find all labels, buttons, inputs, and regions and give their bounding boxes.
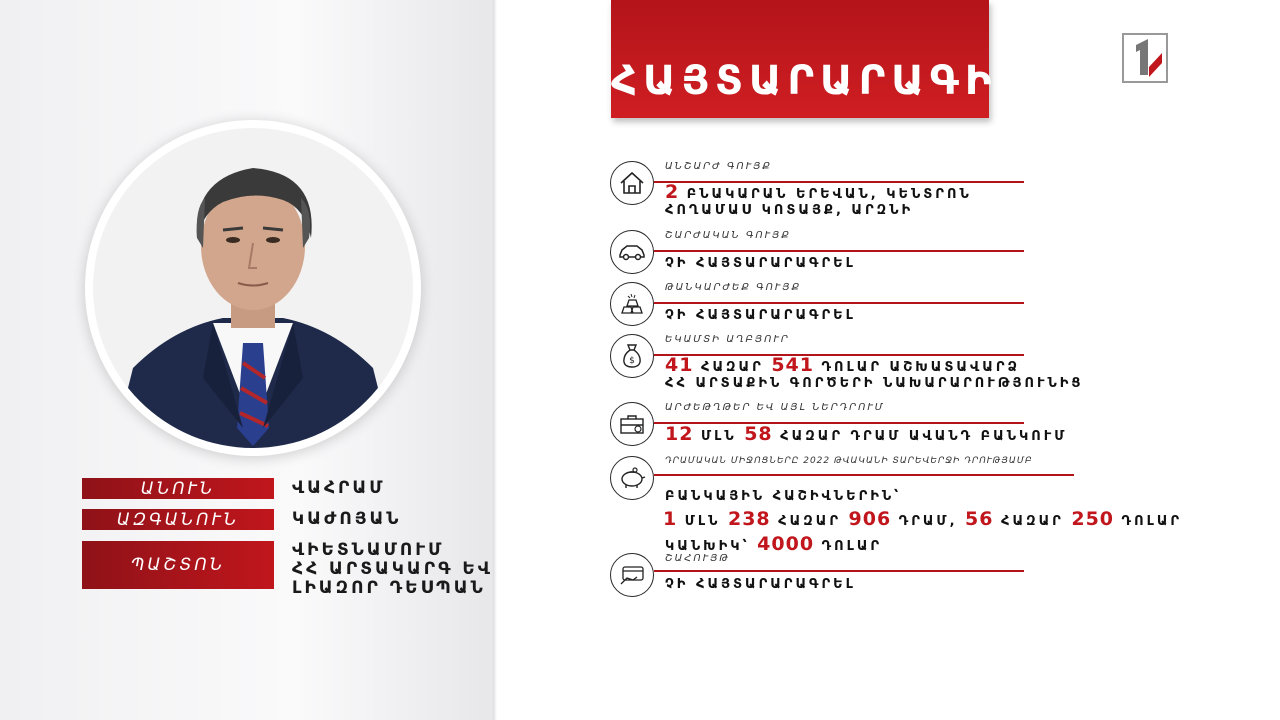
- item-number: 56: [965, 508, 994, 530]
- item-number: 906: [848, 508, 892, 530]
- name-row: [82, 478, 385, 499]
- position-row: [82, 541, 493, 598]
- item-text: ԴՐԱՄ,: [891, 514, 966, 529]
- piggy-bank-icon: [610, 456, 654, 500]
- name-value: ՎԱՀՐԱՄ: [292, 478, 386, 498]
- surname-value: ԿԱԺՈՅԱՆ: [292, 509, 402, 529]
- item-number: 58: [744, 423, 773, 445]
- item-body: [665, 486, 1184, 558]
- item-text: ՀՈՂԱՄԱՍ ԿՈՏԱՅՔ, ԱՐԶՆԻ: [665, 203, 914, 218]
- item-number: 41: [665, 354, 694, 376]
- portrait-photo: [93, 128, 413, 448]
- house-icon: [610, 161, 654, 205]
- page-title: ՀԱՅՏԱՐԱՐԱԳԻՐ: [611, 58, 1031, 104]
- item-text: ՀԱԶԱՐ ԴՐԱՄ ԱՎԱՆԴ ԲԱՆԿՈՒՄ: [772, 429, 1068, 444]
- item-body: [665, 423, 1068, 445]
- item-text: ԴՈԼԱՐ: [814, 539, 883, 554]
- position-line: ՀՀ ԱՐՏԱԿԱՐԳ ԵՎ: [292, 559, 493, 579]
- position-label: ՊԱՇՏՈՆ: [82, 541, 274, 589]
- item-text: ԴՈԼԱՐ: [1114, 514, 1183, 529]
- item-number: 541: [771, 354, 814, 376]
- item-underline: [654, 354, 1024, 356]
- gold-bars-icon: [610, 282, 654, 326]
- item-text: ՀԱԶԱՐ: [770, 514, 849, 529]
- channel-logo-icon: [1122, 33, 1168, 83]
- item-body: [665, 354, 1084, 392]
- item-underline: [654, 181, 1024, 183]
- item-number: 250: [1071, 508, 1115, 530]
- item-number: 1: [663, 508, 678, 530]
- item-text: ՄԼՆ: [693, 429, 745, 444]
- surname-row: [82, 509, 401, 530]
- item-number: 2: [665, 181, 680, 203]
- svg-text:$: $: [629, 356, 635, 366]
- item-underline: [654, 422, 1024, 424]
- briefcase-icon: [610, 402, 654, 446]
- position-value: [292, 541, 493, 598]
- panel-divider: [493, 0, 497, 720]
- item-body: ՉԻ ՀԱՅՏԱՐԱՐԱԳՐԵԼ: [665, 577, 856, 592]
- item-title: ԱՆՇԱՐԺ ԳՈՒՅՔ: [665, 161, 772, 172]
- position-line: ՎԻԵՏՆԱՄՈՒՄ: [292, 540, 445, 560]
- item-text: ՀԱԶԱՐ: [693, 360, 772, 375]
- item-text: ԿԱՆԽԻԿ՝: [665, 539, 758, 554]
- money-bag-icon: [610, 334, 654, 378]
- item-underline: [654, 570, 1024, 572]
- item-number: 12: [665, 423, 694, 445]
- surname-label: ԱԶԳԱՆՈՒՆ: [82, 509, 274, 530]
- item-number: 4000: [757, 533, 815, 555]
- position-line: ԼԻԱԶՈՐ ԴԵՍՊԱՆ: [292, 578, 486, 598]
- name-label: ԱՆՈՒՆ: [82, 478, 274, 499]
- item-text: ԲՆԱԿԱՐԱՆ ԵՐԵՎԱՆ, ԿԵՆՏՐՈՆ: [679, 187, 972, 202]
- item-title: ՇԱՐԺԱԿԱՆ ԳՈՒՅՔ: [665, 230, 791, 241]
- item-title: ԵԿԱՄՏԻ ԱՂԲՅՈՒՐ: [665, 334, 790, 345]
- item-body: ՉԻ ՀԱՅՏԱՐԱՐԱԳՐԵԼ: [665, 256, 856, 271]
- title-banner: [611, 0, 1031, 118]
- item-body: [665, 181, 972, 219]
- item-title: ԱՐԺԵԹՂԹԵՐ ԵՎ ԱՅԼ ՆԵՐԴՐՈՒՄ: [665, 402, 885, 413]
- item-title: ԴՐԱՄԱԿԱՆ ՄԻՋՈՑՆԵՐԸ 2022 ԹՎԱԿԱՆԻ ՏԱՐԵՎԵՐՋԻ ԴՐՈՒԹՅԱՄԲ: [665, 456, 1033, 466]
- car-icon: [610, 230, 654, 274]
- item-number: 238: [727, 508, 771, 530]
- item-text: ԴՈԼԱՐ ԱՇԽԱՏԱՎԱՐՁ: [813, 360, 1020, 375]
- portrait-frame: [85, 120, 421, 456]
- item-text: ԲԱՆԿԱՅԻՆ ՀԱՇԻՎՆԵՐԻՆ՝: [665, 489, 902, 504]
- item-title: ՇԱՀՈՒՅԹ: [665, 553, 730, 564]
- item-underline: [654, 302, 1024, 304]
- item-text: ՀԱԶԱՐ: [993, 514, 1072, 529]
- item-text: ՀՀ ԱՐՏԱՔԻՆ ԳՈՐԾԵՐԻ ՆԱԽԱՐԱՐՈՒԹՅՈՒՆԻՑ: [665, 376, 1084, 391]
- item-title: ԹԱՆԿԱՐԺԵՔ ԳՈՒՅՔ: [665, 282, 802, 293]
- item-body: ՉԻ ՀԱՅՏԱՐԱՐԱԳՐԵԼ: [665, 308, 856, 323]
- credit-card-icon: [610, 553, 654, 597]
- item-underline: [654, 250, 1024, 252]
- item-underline: [654, 474, 1074, 476]
- item-text: ՄԼՆ: [677, 514, 728, 529]
